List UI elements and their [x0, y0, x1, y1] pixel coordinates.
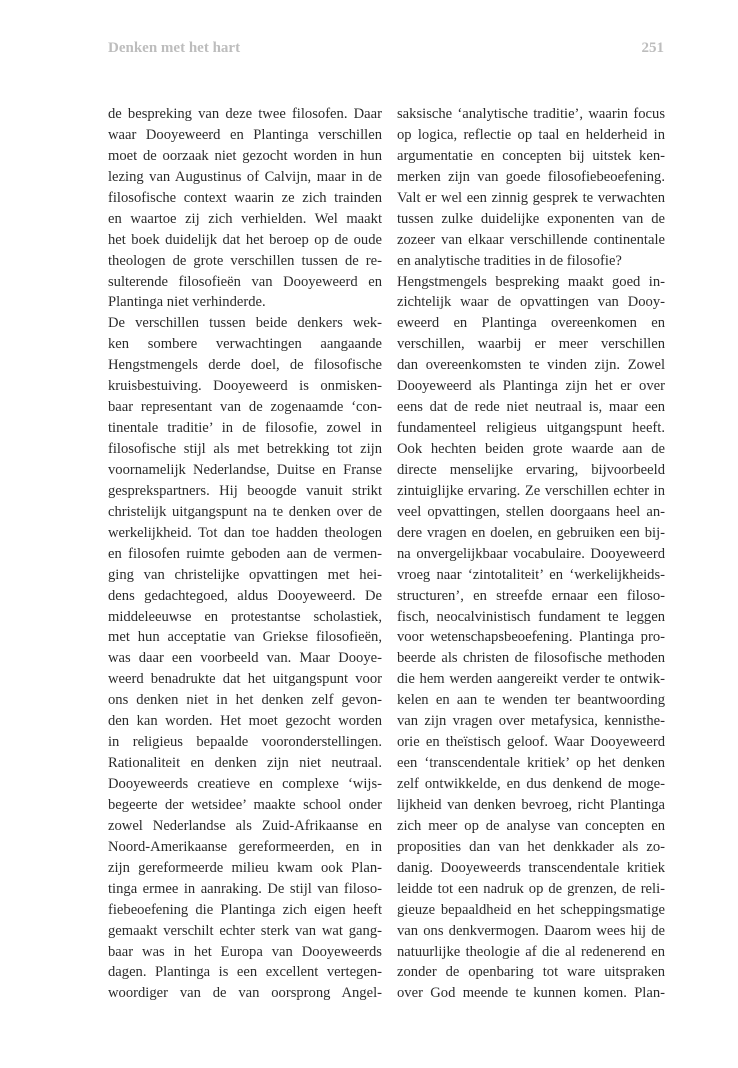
- text-line: voornamelijk Nederlandse, Duitse en Franse: [108, 461, 382, 478]
- text-line: baar representant van de zogenaamde ‘con-: [108, 399, 382, 416]
- running-header: [108, 40, 664, 62]
- text-line: van zijn vragen over metafysica, kennisthe-: [397, 713, 665, 730]
- text-line: zichtelijk waar de opvattingen van Dooy-: [397, 294, 665, 311]
- text-line: vroeg naar ‘zintotaliteit’ en ‘werkelijkheids-: [397, 566, 665, 583]
- text-line: veel opvattingen, stellen doorgaans heel an-: [397, 503, 665, 520]
- text-line: argumentatie en concepten bij uitstek ken-: [397, 147, 665, 164]
- text-line: woordiger van de van oorsprong Angel-: [108, 985, 382, 1002]
- text-line: den kan worden. Het moet gezocht worden: [108, 713, 382, 730]
- text-line: middeleeuwse en protestantse scholastiek,: [108, 608, 382, 625]
- text-line: saksische ‘analytische traditie’, waarin focus: [397, 106, 665, 122]
- text-line: een ‘transcendentale kritiek’ op het denken: [397, 755, 665, 772]
- text-line: theologen de grote verschillen tussen de re-: [108, 252, 382, 269]
- text-line: christelijk uitgangspunt na te denken over de: [108, 503, 382, 520]
- text-line: Dooyeweerd als Plantinga zijn het er over: [397, 378, 665, 395]
- text-line: zowel Nederlandse als Zuid-Afrikaanse en: [108, 817, 382, 834]
- text-line: dens gedachtegoed, aldus Dooyeweerd. De: [108, 587, 382, 604]
- text-line: eens dat de rede niet neutraal is, maar een: [397, 399, 665, 416]
- text-line: zijn gereformeerde milieu kwam ook Plan-: [108, 859, 382, 876]
- text-line: voor wetenschapsbeoefening. Plantinga pro-: [397, 629, 665, 646]
- text-line: en analytische tradities in de filosofie?: [397, 252, 622, 269]
- text-line: sulterende filosofieën van Dooyeweerd en: [108, 273, 382, 290]
- text-line: over God meende te kunnen komen. Plan-: [397, 985, 665, 1002]
- text-line: fundamenteel religieus uitgangspunt heeft.: [397, 420, 665, 437]
- text-line: tinga ermee in aanraking. De stijl van filoso-: [108, 880, 382, 897]
- text-line: lezing van Augustinus of Calvijn, maar in de: [108, 168, 382, 185]
- right-text-column: [397, 104, 665, 1004]
- text-line: zelf ontwikkelde, en dus denkend de moge-: [397, 776, 665, 792]
- text-line: en filosofen ruimte geboden aan de vermen-: [108, 545, 382, 562]
- text-line: merken zijn van goede filosofiebeoefening.: [397, 168, 665, 185]
- text-line: lijkheid van denken bevroeg, richt Plantinga: [397, 796, 665, 813]
- text-line: en waartoe zij zich verhielden. Wel maakt: [108, 210, 382, 227]
- text-line: gieuze bepaaldheid en het scheppingsmatige: [397, 901, 665, 918]
- text-line: ging van christelijke opvattingen met hei-: [108, 566, 382, 583]
- text-line: leidde tot een nadruk op de grenzen, de reli-: [397, 880, 665, 897]
- text-line: beerde als christen de filosofische methoden: [397, 650, 665, 667]
- text-line: Hengstmengels derde doel, de filosofische: [108, 357, 382, 374]
- text-line: zonder de openbaring tot ware uitspraken: [397, 964, 665, 981]
- text-line: orie en theïstisch geloof. Waar Dooyeweerd: [397, 734, 665, 751]
- text-line: ken sombere verwachtingen aangaande: [108, 336, 382, 353]
- text-line: kelen en aan te wenden ter beantwoording: [397, 692, 665, 709]
- text-line: structuren’, en streefde ernaar een filoso-: [397, 587, 665, 604]
- text-line: was daar een voorbeeld van. Maar Dooye-: [108, 650, 382, 667]
- text-line: fisch, neocalvinistisch fundament te leggen: [397, 608, 665, 625]
- text-line: De verschillen tussen beide denkers wek-: [108, 315, 382, 332]
- text-line: op logica, reflectie op taal en helderheid in: [397, 126, 665, 143]
- text-line: zich meer op de analyse van concepten en: [397, 817, 665, 834]
- text-line: proposities dan van het denkkader als zo-: [397, 838, 665, 855]
- text-line: dagen. Plantinga is een excellent vertegen-: [108, 964, 382, 981]
- text-line: ons denken niet in het denken zelf gevon-: [108, 692, 382, 709]
- text-line: fiebeoefening die Plantinga zich eigen heeft: [108, 901, 382, 918]
- text-line: natuurlijke theologie af die al redenerend en: [397, 943, 665, 960]
- text-line: danig. Dooyeweerds transcendentale kritiek: [397, 859, 665, 876]
- text-line: tussen zulke duidelijke exponenten van de: [397, 210, 665, 227]
- text-line: tinentale traditie’ in de filosofie, zowel in: [108, 420, 382, 437]
- left-text-column: [108, 104, 382, 1004]
- text-line: begeerte der wetsidee’ maakte school onder: [108, 796, 382, 813]
- text-line: de bespreking van deze twee filosofen. Daar: [108, 106, 382, 122]
- text-line: eweerd en Plantinga overeenkomen en: [397, 315, 665, 332]
- text-line: Rationaliteit en denken zijn niet neutraal.: [108, 755, 382, 772]
- text-line: gesprekspartners. Hij beoogde vanuit strikt: [108, 482, 382, 499]
- text-line: dan overeenkomsten te vinden zijn. Zowel: [397, 357, 665, 374]
- text-line: in religieus bepaalde vooronderstellingen.: [108, 734, 382, 751]
- text-line: filosofische context waarin ze zich trainden: [108, 189, 382, 206]
- text-line: kruisbestuiving. Dooyeweerd is onmisken-: [108, 378, 382, 395]
- text-line: het boek duidelijk dat het beroep op de oude: [108, 231, 382, 248]
- text-line: dere vragen en doelen, en gebruiken een bij-: [397, 524, 665, 541]
- text-line: zintuiglijke ervaring. Ze verschillen echter in: [397, 482, 665, 499]
- text-line: Noord-Amerikaanse gereformeerden, en in: [108, 838, 382, 855]
- text-line: verschillen, waarbij er meer verschillen: [397, 336, 665, 353]
- text-line: waar Dooyeweerd en Plantinga verschillen: [108, 126, 382, 143]
- text-line: filosofische stijl als met betrekking tot zijn: [108, 441, 382, 457]
- page-number: 251: [641, 40, 664, 56]
- text-line: directe menselijke ervaring, bijvoorbeeld: [397, 461, 665, 478]
- text-line: Ook hechten beiden grote waarde aan de: [397, 441, 665, 457]
- text-line: die hem werden aangereikt verder te ontwik-: [397, 671, 665, 688]
- text-line: moet de oorzaak niet gezocht worden in hun: [108, 147, 382, 164]
- text-line: Plantinga niet verhinderde.: [108, 294, 266, 311]
- text-line: Valt er wel een zinnig gesprek te verwachten: [397, 189, 665, 206]
- running-title: Denken met het hart: [108, 40, 241, 56]
- text-line: zozeer van elkaar verschillende continentale: [397, 231, 665, 248]
- text-line: Hengstmengels bespreking maakt goed in-: [397, 273, 665, 290]
- text-line: na onvergelijkbaar vocabulaire. Dooyeweerd: [397, 545, 665, 562]
- text-line: weerd benadrukte dat het uitgangspunt voor: [108, 671, 382, 688]
- text-line: van ons denkvermogen. Daarom wees hij de: [397, 922, 665, 939]
- text-line: baar was in het Europa van Dooyeweerds: [108, 943, 382, 960]
- text-line: met hun acceptatie van Griekse filosofieën,: [108, 629, 382, 646]
- text-line: Dooyeweerds creatieve en complexe ‘wijs-: [108, 776, 382, 792]
- text-line: werkelijkheid. Tot dan toe hadden theologen: [108, 524, 382, 541]
- text-line: gemaakt verschilt echter sterk van wat gang-: [108, 922, 382, 939]
